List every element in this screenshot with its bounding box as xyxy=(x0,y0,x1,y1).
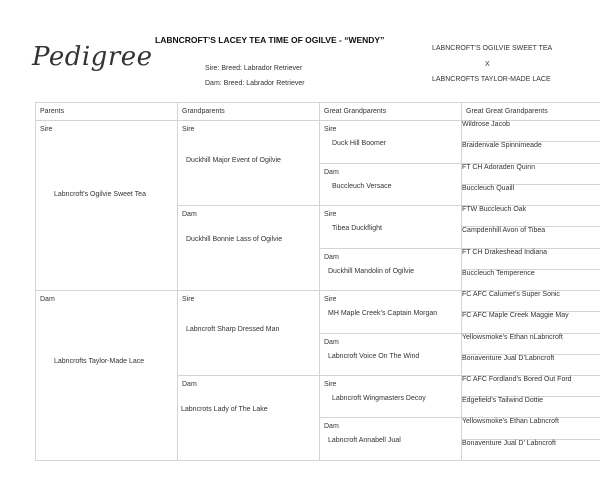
sire-label: Sire xyxy=(324,126,337,134)
grandparent-sd-cell xyxy=(178,206,320,291)
ggp-7: FT CH Drakeshead Indiana xyxy=(462,248,600,269)
pedigree-logo: Pedigree xyxy=(32,42,153,72)
sire-label: Sire xyxy=(324,211,337,219)
header-dam-name: LABNCROFTS TAYLOR-MADE LACE xyxy=(432,76,551,83)
grandparent-ss-cell xyxy=(178,121,320,206)
dam-label: Dam xyxy=(324,423,339,431)
ggp-10: FC AFC Maple Creek Maggie May xyxy=(462,312,600,333)
ggp-3: FT CH Adoraden Quinn xyxy=(462,163,600,184)
sire-label: Sire xyxy=(182,296,195,304)
great-grandparent-sds-cell xyxy=(320,206,462,248)
sire-label: Sire xyxy=(324,296,337,304)
great-grandparent-sdd-name: Duckhill Mandolin of Ogilvie xyxy=(328,267,414,275)
great-grandparent-ddd-name: Labncroft Annabell Jual xyxy=(328,437,401,445)
sire-label: Sire xyxy=(182,126,195,134)
dam-label: Dam xyxy=(40,296,55,304)
ggp-16: Bonaventure Jual D’ Labncroft xyxy=(462,439,600,460)
great-grandparent-dds-name: Labncroft Wingmasters Decoy xyxy=(332,395,426,403)
parent-sire-cell xyxy=(36,121,178,291)
sire-breed: Sire: Breed: Labrador Retriever xyxy=(205,65,303,72)
parent-dam-cell xyxy=(36,291,178,461)
ggp-15: Yellowsmoke’s Ethan Labncroft xyxy=(462,418,600,439)
great-grandparent-dds-cell xyxy=(320,376,462,418)
pedigree-table xyxy=(35,102,600,461)
ggp-8: Buccleuch Temperence xyxy=(462,269,600,290)
dam-label: Dam xyxy=(182,211,197,219)
great-grandparent-dsd-cell xyxy=(320,333,462,375)
parent-sire-name: Labncroft’s Ogilvie Sweet Tea xyxy=(54,191,146,199)
great-grandparent-dsd-name: Labncroft Voice On The Wind xyxy=(328,352,420,360)
header-sire-name: LABNCROFT’S OGILVIE SWEET TEA xyxy=(432,45,553,52)
parent-dam-name: Labncrofts Taylor-Made Lace xyxy=(54,358,145,366)
header-cross-mark: X xyxy=(485,61,490,68)
grandparent-dd-cell xyxy=(178,376,320,461)
dam-label: Dam xyxy=(324,338,339,346)
ggp-5: FTW Buccleuch Oak xyxy=(462,206,600,227)
dam-label: Dam xyxy=(324,168,339,176)
great-grandparent-ssd-name: Buccleuch Versace xyxy=(332,182,392,190)
sire-label: Sire xyxy=(40,126,53,134)
dog-title: LABNCROFT’S LACEY TEA TIME OF OGILVE - “WENDY” xyxy=(155,35,385,45)
table-header-row xyxy=(36,103,600,121)
column-header-great-grandparents: Great Grandparents xyxy=(320,103,462,121)
ggp-1: Wildrose Jacob xyxy=(462,121,600,142)
grandparent-sd-name: Duckhill Bonnie Lass of Ogilvie xyxy=(186,236,283,244)
great-grandparent-dss-name: MH Maple Creek’s Captain Morgan xyxy=(328,310,438,318)
grandparent-ds-name: Labncroft Sharp Dressed Man xyxy=(186,326,280,334)
ggp-2: Braidenvale Spinnimeade xyxy=(462,142,600,163)
ggp-12: Bonaventure Jual D’Labncroft xyxy=(462,354,600,375)
great-grandparent-sss-cell xyxy=(320,121,462,163)
great-grandparent-sdd-cell xyxy=(320,248,462,290)
dam-label: Dam xyxy=(324,253,339,261)
ggp-9: FC AFC Calumet’s Super Sonic xyxy=(462,291,600,312)
great-grandparent-ssd-cell xyxy=(320,163,462,205)
column-header-great-great-grandparents: Great Great Grandparents xyxy=(462,103,600,121)
ggp-11: Yellowsmoke’s Ethan nLabncroft xyxy=(462,333,600,354)
dam-breed: Dam: Breed: Labrador Retriever xyxy=(205,80,305,87)
ggp-14: Edgefield’s Tailwind Dottie xyxy=(462,397,600,418)
grandparent-ss-name: Duckhill Major Event of Ogilvie xyxy=(186,157,281,165)
grandparent-dd-name: Labncrots Lady of The Lake xyxy=(181,406,268,414)
column-header-parents: Parents xyxy=(36,103,178,121)
grandparent-ds-cell xyxy=(178,291,320,376)
great-grandparent-ddd-cell xyxy=(320,418,462,461)
sire-label: Sire xyxy=(324,381,337,389)
great-grandparent-sds-name: Tibea Duckflight xyxy=(332,225,382,233)
dam-label: Dam xyxy=(182,381,197,389)
ggp-13: FC AFC Fordland’s Bored Out Ford xyxy=(462,376,600,397)
ggp-6: Campdenhill Avon of Tibea xyxy=(462,227,600,248)
great-grandparent-sss-name: Duck Hill Boomer xyxy=(332,140,387,148)
great-grandparent-dss-cell xyxy=(320,291,462,333)
column-header-grandparents: Grandparents xyxy=(178,103,320,121)
ggp-4: Buccleuch Quaill xyxy=(462,184,600,205)
